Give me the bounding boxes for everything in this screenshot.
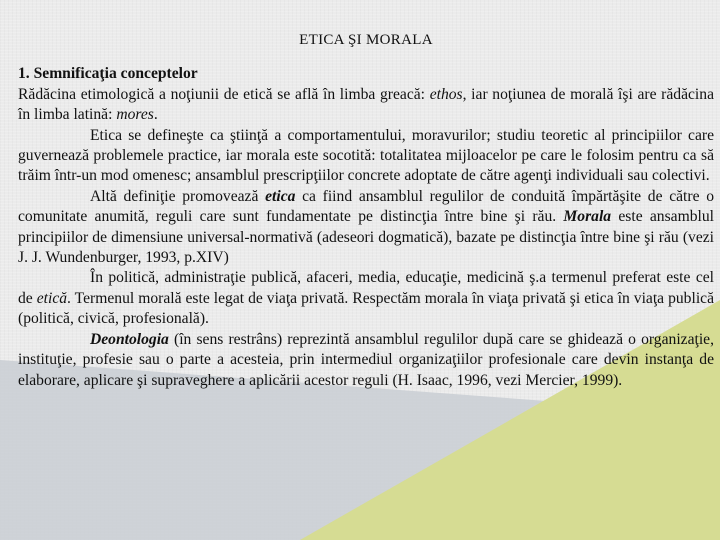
term-ethos: ethos [429,85,463,103]
term-etica: etica [265,187,296,205]
paragraph-public-private [18,268,714,329]
term-morala: Morala [563,208,612,226]
text-segment: . Termenul morală este legat de viaţa privată. Respectăm morala în viaţa privată şi etica în viaţa publică (politică, civică, profesională). [18,289,714,328]
term-deontologia: Deontologia [90,330,169,348]
paragraph-deontology [18,330,714,391]
text-segment: În politică, administraţie publică, afaceri, media, educaţie, medicină ş.a termenul preferat este cel de [18,269,714,307]
paragraph-alternative-definition [18,187,714,269]
text-segment: ca fiind ansamblul regulilor de conduită împărtăşite de către o comunitate anumită, reguli care sunt fundamentate pe distincţia între bine şi rău. [18,187,714,226]
text-segment: (în sens restrâns) reprezintă ansamblul regulilor după care se ghidează o organizaţie, instituţie, profesie sau o parte a acesteia, prin intermediul organizaţiilor profesionale care devin instanţa de elaborare, aplicare şi supraveghere a aplicării acestor reguli (H. Isaac, 1996, vezi Mercier, 1999). [18,330,714,389]
term-mores: mores [116,106,154,124]
slide-content [18,30,714,391]
text-segment: este ansamblul principiilor de dimensiune universal-normativă (adeseori dogmatică), bazate pe distincţia între bine şi rău (vezi J. J. Wundenburger, 1993, p.XIV) [18,208,714,267]
text-segment: Rădăcina etimologică a noţiunii de etică se află în limba greacă: [18,85,430,103]
text-segment: . [153,106,158,124]
section-heading: 1. Semnificaţia conceptelor [18,65,198,83]
term-etica-italic: etică [36,289,68,307]
paragraph-definition: Etica se defineşte ca ştiinţă a comportamentului, moravurilor; studiu teoretic al principiilor care guvernează problemele practice, iar morala este socotită: totalitatea mijloacelor pe care le folosim pentru ca să trăim într-un mod omenesc; ansamblul prescripţiilor concrete adoptate de către agenţi individuali sau colectivi. [18,126,714,185]
paragraph-etymology [18,85,714,126]
slide-title: ETICA ŞI MORALA [299,32,433,48]
text-segment: Altă definiţie promovează [90,187,266,205]
text-segment: , iar noţiunea de morală îşi are rădăcina în limba latină: [18,85,714,124]
